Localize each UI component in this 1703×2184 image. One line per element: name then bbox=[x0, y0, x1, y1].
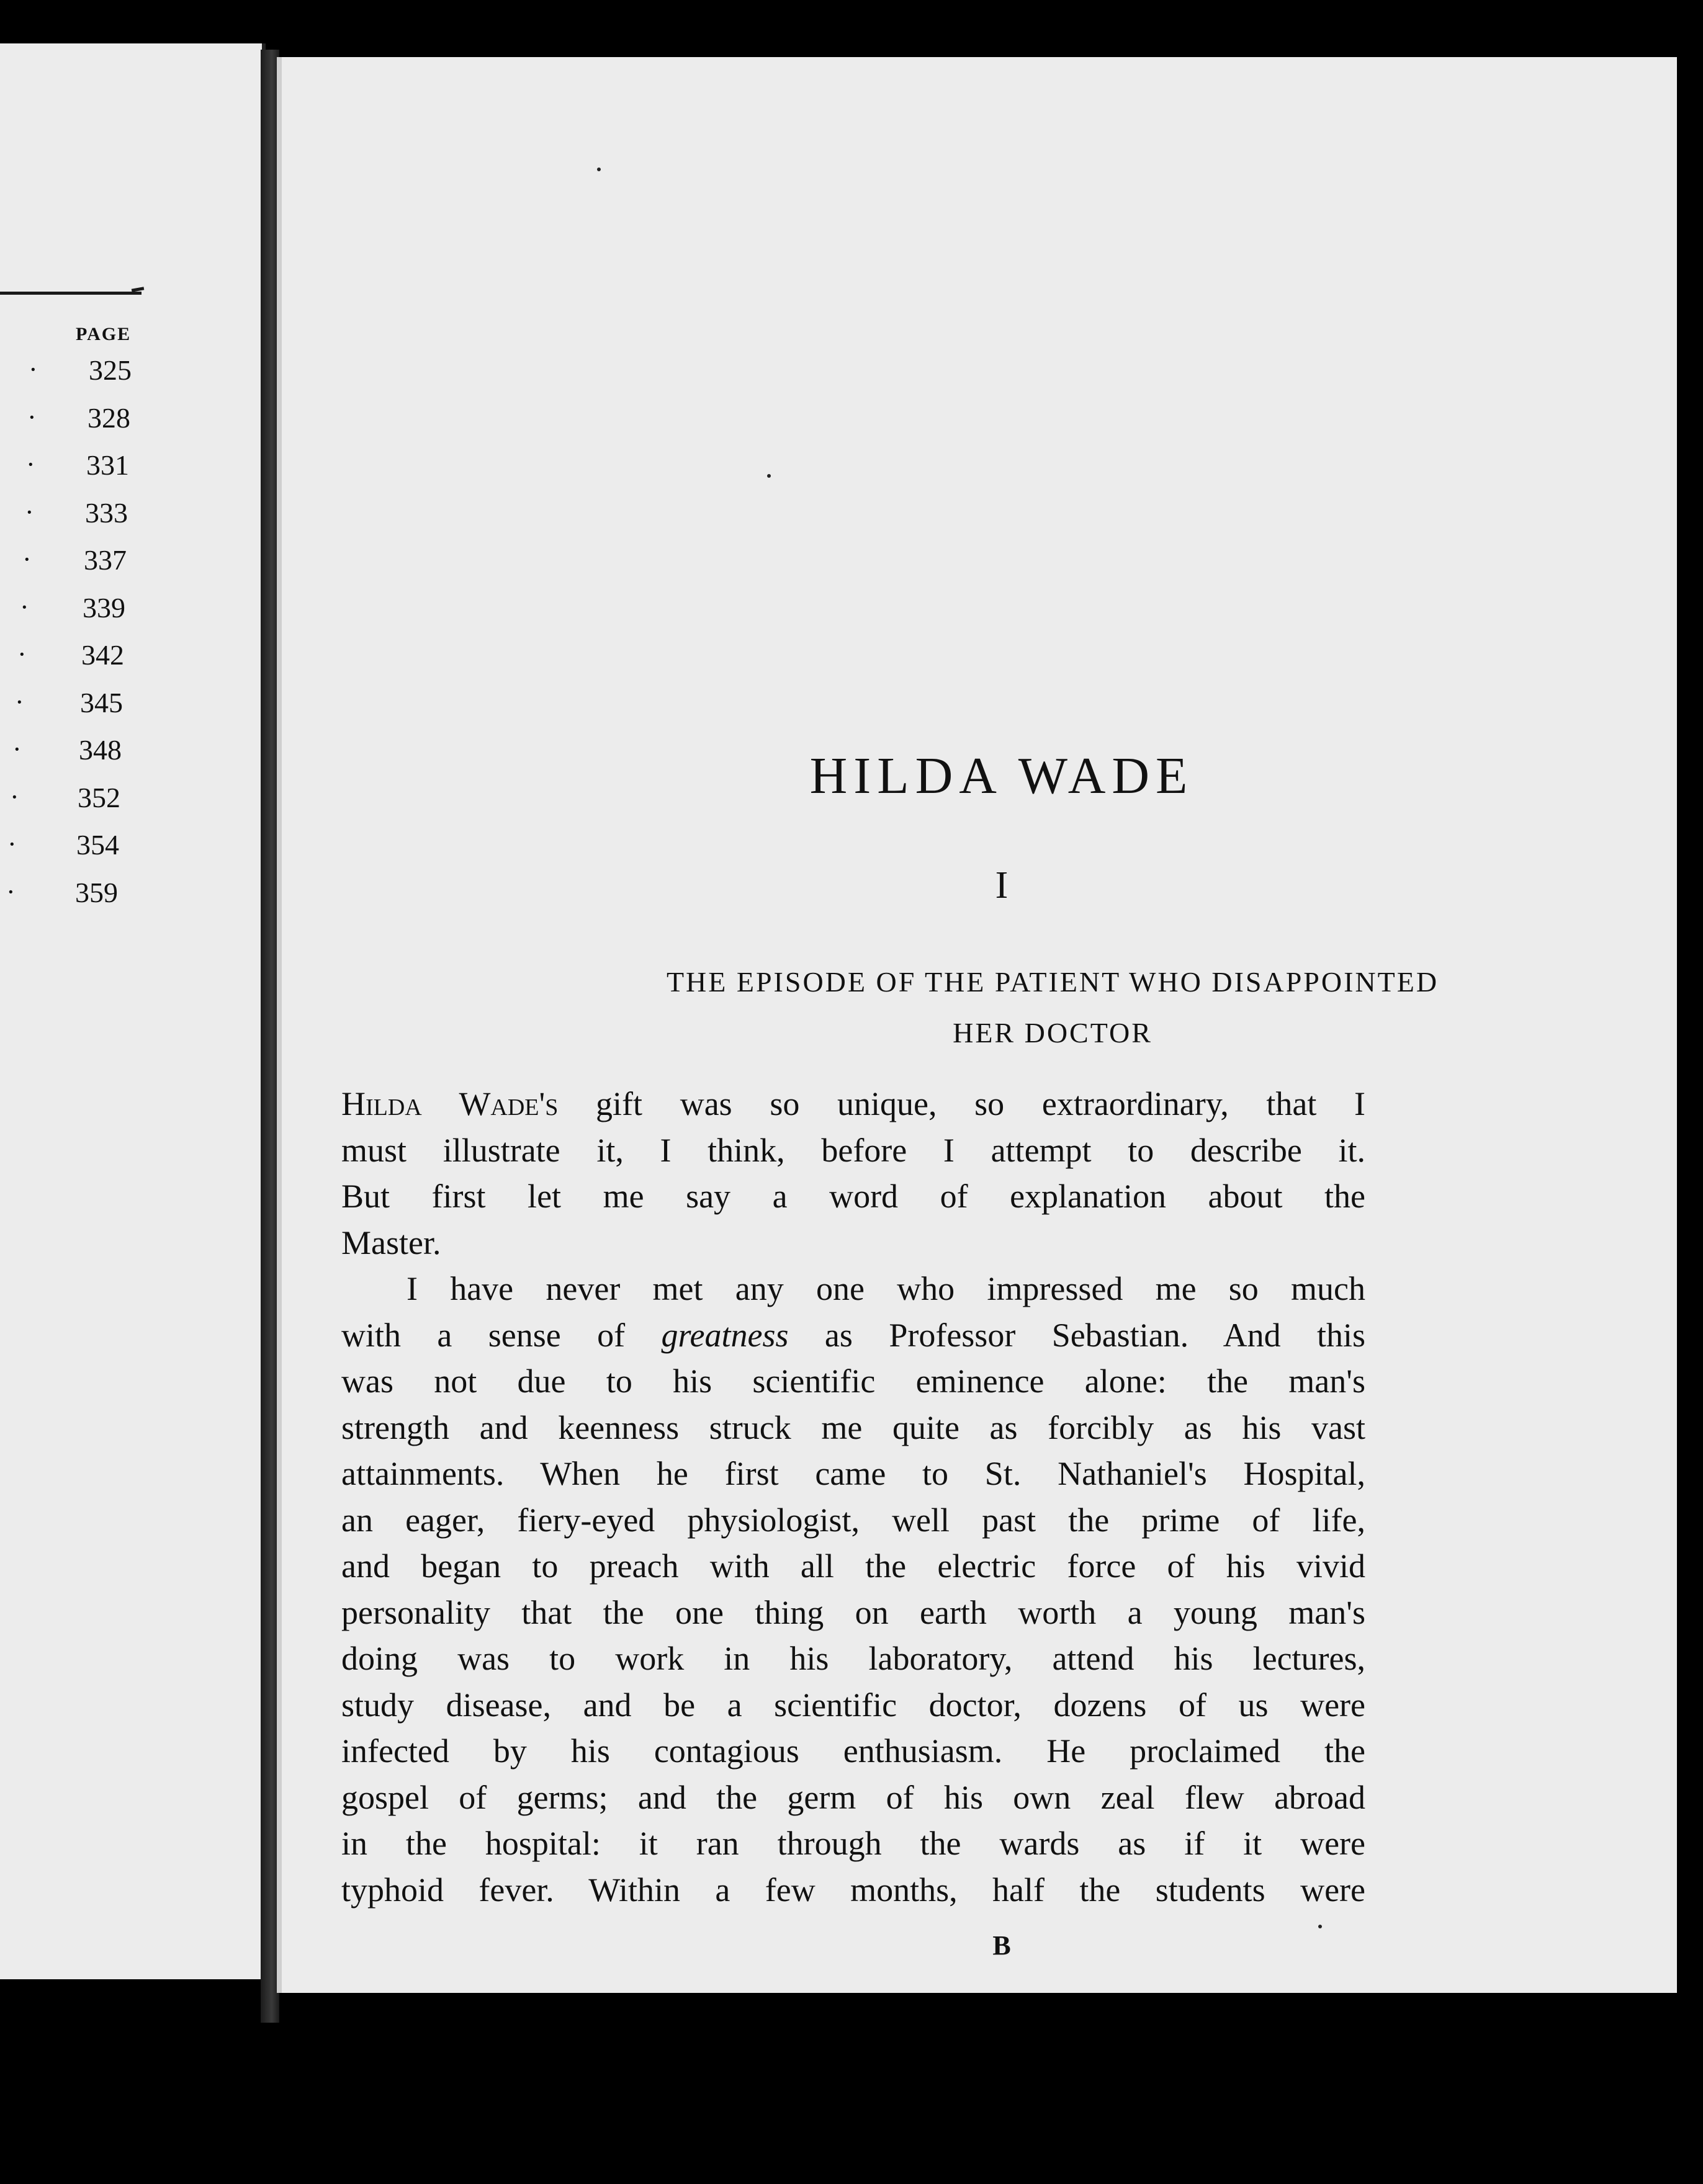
toc-leader-dot: · bbox=[17, 639, 27, 669]
toc-row bbox=[0, 686, 123, 723]
toc-page-number: 352 bbox=[78, 781, 120, 813]
toc-page-number: 331 bbox=[86, 449, 129, 481]
toc-row bbox=[0, 781, 120, 818]
opening-small-caps: Hilda Wade's bbox=[341, 1085, 559, 1122]
text-line: strength and keenness struck me quite as forcibly as his vast bbox=[341, 1408, 1365, 1446]
toc-row bbox=[0, 449, 129, 486]
text-line: an eager, fiery-eyed physiologist, well past the prime of life, bbox=[341, 1501, 1365, 1539]
text-span: as Professor Sebastian. And this bbox=[788, 1316, 1366, 1354]
text-line: doing was to work in his laboratory, attend his lectures, bbox=[341, 1640, 1365, 1677]
text-line: attainments. When he first came to St. Nathaniel's Hospital, bbox=[341, 1455, 1365, 1492]
text-line: infected by his contagious enthusiasm. He proclaimed the bbox=[341, 1732, 1365, 1770]
toc-row bbox=[0, 354, 132, 391]
toc-rule bbox=[0, 292, 142, 295]
text-line: study disease, and be a scientific doctor, dozens of us were bbox=[341, 1686, 1365, 1724]
paragraph-lines bbox=[341, 1358, 1365, 1913]
chapter-title-line: THE EPISODE OF THE PATIENT WHO DISAPPOINTED bbox=[666, 966, 1439, 998]
toc-leader-dot: · bbox=[29, 354, 38, 385]
toc-leader-dot: · bbox=[20, 591, 29, 622]
text-line bbox=[341, 1081, 1365, 1127]
toc-row bbox=[0, 496, 128, 534]
toc-page-number: 345 bbox=[80, 686, 123, 718]
text-line: typhoid fever. Within a few months, half the students were bbox=[341, 1871, 1365, 1909]
toc-page-number: 359 bbox=[75, 876, 118, 908]
toc-page-number: 333 bbox=[85, 496, 128, 529]
toc-leader-dot: · bbox=[7, 829, 17, 859]
toc-leader-dot: · bbox=[22, 544, 32, 575]
toc-page-number: 348 bbox=[79, 734, 122, 766]
toc-row bbox=[0, 401, 130, 439]
paper-speck bbox=[597, 168, 601, 171]
toc-page-number: 325 bbox=[89, 354, 132, 386]
text-line: in the hospital: it ran through the wards as if it were bbox=[341, 1825, 1365, 1862]
book-title: HILDA WADE bbox=[809, 747, 1194, 805]
body-text bbox=[341, 1081, 1365, 1913]
text-line: must illustrate it, I think, before I attempt to describe it. bbox=[341, 1131, 1365, 1169]
toc-row bbox=[0, 544, 127, 581]
chapter-title-line: HER DOCTOR bbox=[953, 1017, 1153, 1049]
chapter-title bbox=[389, 957, 1667, 1058]
text-line: But first let me say a word of explanation about the bbox=[341, 1178, 1365, 1215]
right-page bbox=[277, 57, 1677, 1993]
text-span: with a sense of bbox=[341, 1316, 662, 1354]
text-line: personality that the one thing on earth worth a young man's bbox=[341, 1593, 1365, 1631]
toc-leader-dot: · bbox=[15, 686, 24, 717]
text-line: Master. bbox=[341, 1224, 441, 1261]
toc-leader-dot: · bbox=[25, 496, 34, 527]
toc-leader-dot: · bbox=[10, 781, 19, 812]
toc-page-label: PAGE bbox=[76, 324, 132, 344]
text-span: gift was so unique, so extraordinary, that I bbox=[558, 1085, 1365, 1122]
toc-row bbox=[0, 876, 118, 913]
toc-page-number: 337 bbox=[84, 544, 127, 576]
toc-leader-dot: · bbox=[6, 876, 16, 907]
left-facing-page bbox=[0, 43, 266, 1979]
toc-page-number: 328 bbox=[88, 401, 130, 434]
paper-speck bbox=[767, 474, 771, 478]
chapter-number: I bbox=[995, 864, 1009, 906]
italic-word: greatness bbox=[661, 1316, 789, 1354]
text-line bbox=[341, 1312, 1365, 1359]
toc-page-number: 354 bbox=[76, 829, 119, 861]
toc-leader-dot: · bbox=[26, 449, 35, 480]
toc-leader-dot: · bbox=[27, 401, 37, 432]
toc-page-number: 339 bbox=[83, 591, 125, 624]
toc-row bbox=[0, 591, 125, 629]
toc-row bbox=[0, 828, 119, 866]
toc-page-number: 342 bbox=[81, 639, 124, 671]
toc-leader-dot: · bbox=[12, 734, 22, 764]
signature-mark: B bbox=[992, 1930, 1011, 1961]
toc-row bbox=[0, 638, 124, 676]
text-line: and began to preach with all the electric force of his vivid bbox=[341, 1547, 1365, 1585]
toc-row bbox=[0, 733, 122, 771]
text-line: gospel of germs; and the germ of his own zeal flew abroad bbox=[341, 1778, 1365, 1816]
text-line: I have never met any one who impressed me so much bbox=[407, 1270, 1365, 1307]
paper-speck bbox=[1318, 1925, 1322, 1928]
text-line: was not due to his scientific eminence alone: the man's bbox=[341, 1363, 1365, 1400]
page-inner-edge bbox=[277, 57, 282, 1993]
